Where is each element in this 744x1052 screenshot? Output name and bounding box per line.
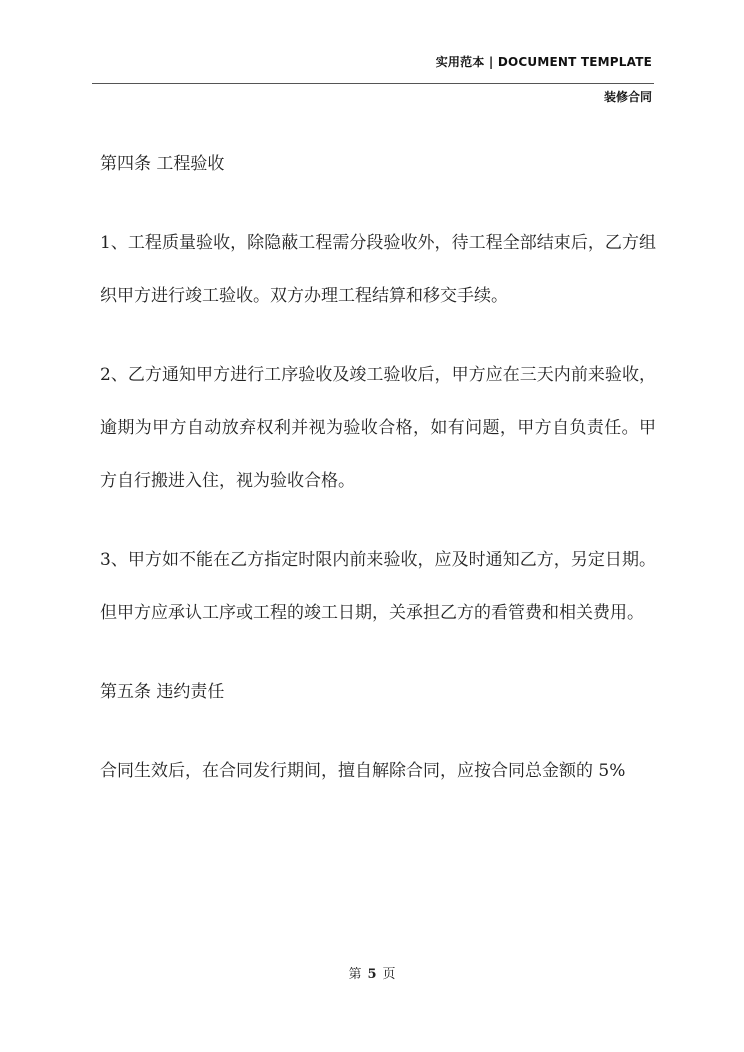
page-prefix: 第 bbox=[348, 967, 362, 982]
page-number: 5 bbox=[367, 967, 377, 982]
document-body bbox=[100, 138, 656, 798]
clause-4-1: 1、工程质量验收，除隐蔽工程需分段验收外，待工程全部结束后，乙方组织甲方进行竣工验收。双方办理工程结算和移交手续。 bbox=[100, 233, 656, 306]
page-suffix: 页 bbox=[382, 967, 396, 982]
clause-4-3: 3、甲方如不能在乙方指定时限内前来验收，应及时通知乙方，另定日期。但甲方应承认工序或工程的竣工日期，关承担乙方的看管费和相关费用。 bbox=[100, 550, 656, 623]
clause-4-2: 2、乙方通知甲方进行工序验收及竣工验收后，甲方应在三天内前来验收，逾期为甲方自动放弃权利并视为验收合格，如有问题，甲方自负责任。甲方自行搬进入住，视为验收合格。 bbox=[100, 365, 656, 491]
header-divider bbox=[92, 83, 654, 84]
article-5-heading: 第五条 违约责任 bbox=[100, 682, 225, 702]
page-number-footer bbox=[0, 963, 744, 982]
clause-5-intro: 合同生效后，在合同发行期间，擅自解除合同，应按合同总金额的 5% bbox=[100, 761, 626, 781]
document-title: 装修合同 bbox=[603, 90, 652, 104]
article-4-heading: 第四条 工程验收 bbox=[100, 154, 225, 174]
header-template-label: 实用范本 | DOCUMENT TEMPLATE bbox=[435, 55, 652, 69]
